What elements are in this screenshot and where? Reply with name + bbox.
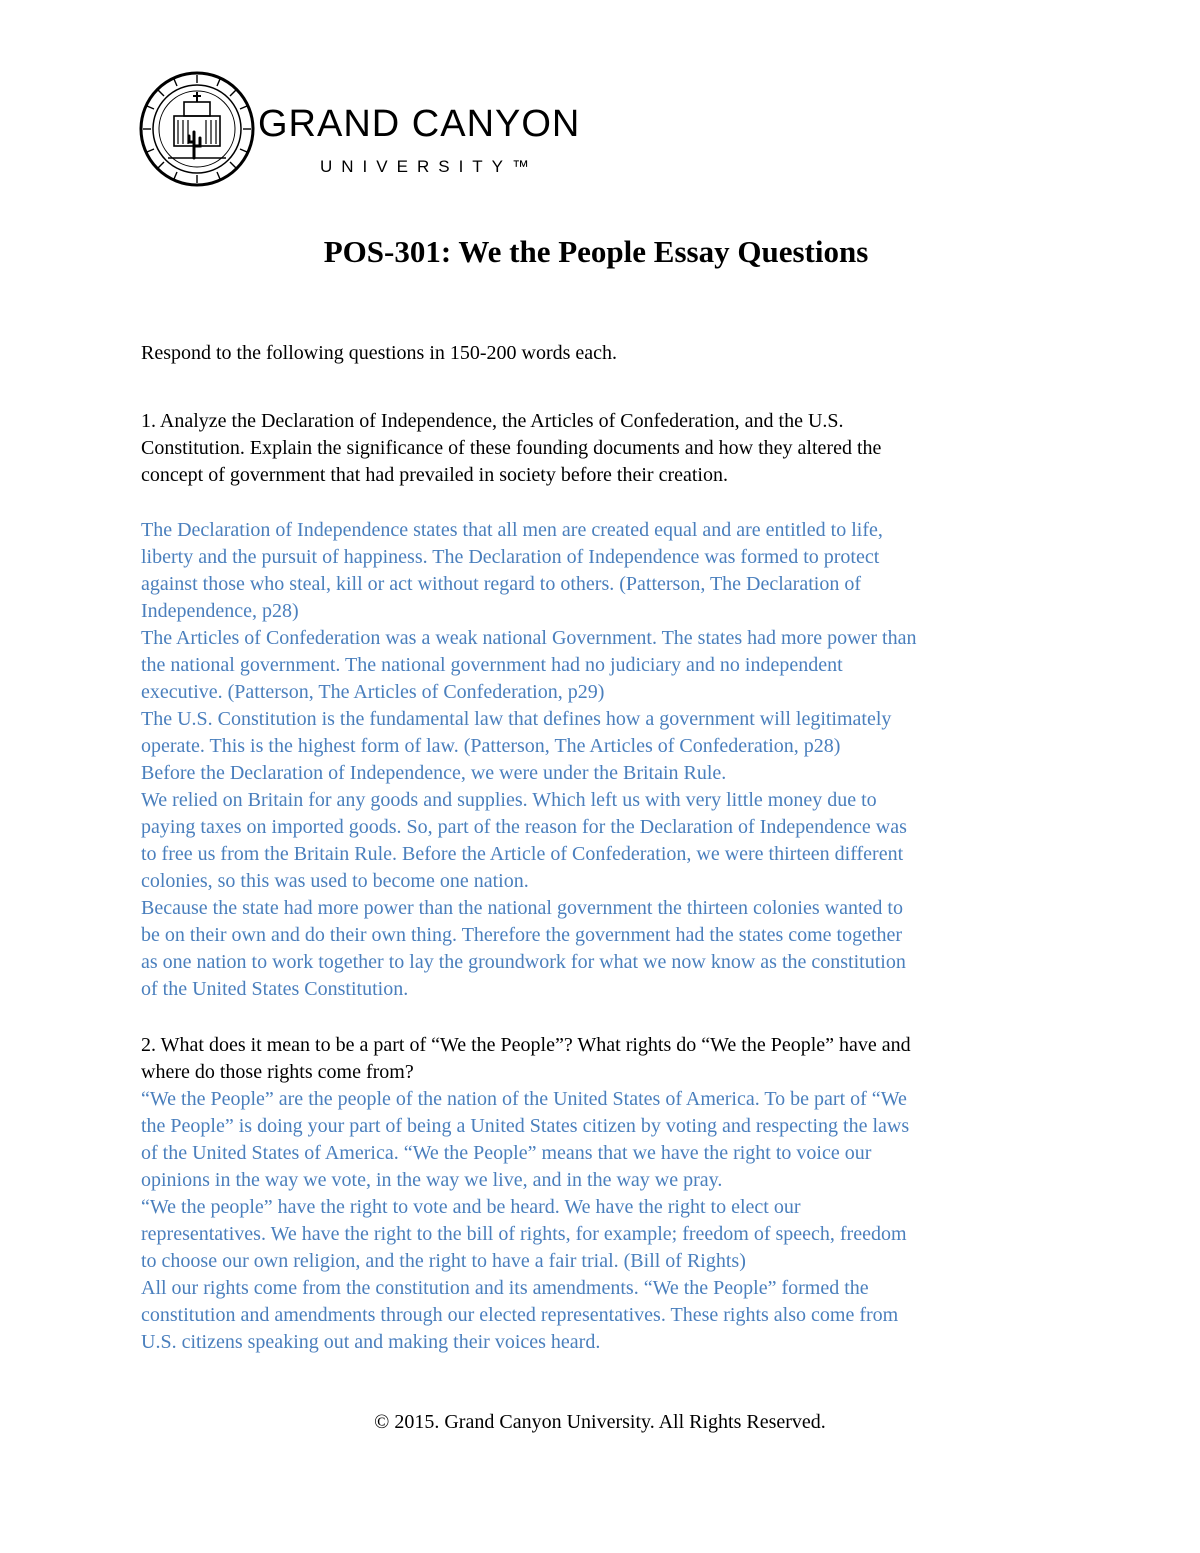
instructions-text: Respond to the following questions in 150-200 words each. bbox=[141, 342, 618, 364]
answer-2-line: to choose our own religion, and the right to have a fair trial. (Bill of Rights) bbox=[141, 1250, 746, 1272]
answer-2-line: constitution and amendments through our elected representatives. These rights also come from bbox=[141, 1304, 899, 1326]
answer-1-line: as one nation to work together to lay the groundwork for what we now know as the constitution bbox=[141, 951, 906, 973]
answer-1-line: of the United States Constitution. bbox=[141, 978, 409, 1000]
answer-2-line: the People” is doing your part of being a United States citizen by voting and respecting the laws bbox=[141, 1115, 910, 1137]
university-seal-icon bbox=[138, 70, 256, 188]
answer-1 bbox=[141, 517, 1061, 1003]
answer-2-line: opinions in the way we vote, in the way we live, and in the way we pray. bbox=[141, 1169, 723, 1191]
question-2-line: 2. What does it mean to be a part of “We the People”? What rights do “We the People” have and bbox=[141, 1034, 911, 1056]
answer-2-line: “We the People” are the people of the nation of the United States of America. To be part of “We bbox=[141, 1088, 907, 1110]
question-1 bbox=[141, 408, 1061, 489]
answer-2 bbox=[141, 1086, 1061, 1356]
wordmark-top: GRAND CANYON bbox=[258, 106, 581, 145]
answer-1-line: The Articles of Confederation was a weak national Government. The states had more power than bbox=[141, 627, 917, 649]
university-wordmark bbox=[256, 106, 616, 176]
answer-1-line: colonies, so this was used to become one nation. bbox=[141, 870, 529, 892]
copyright-footer: © 2015. Grand Canyon University. All Rights Reserved. bbox=[374, 1411, 826, 1433]
answer-1-line: operate. This is the highest form of law. (Patterson, The Articles of Confederation, p28) bbox=[141, 735, 841, 757]
answer-1-line: paying taxes on imported goods. So, part of the reason for the Declaration of Independence was bbox=[141, 816, 907, 838]
answer-1-line: The Declaration of Independence states that all men are created equal and are entitled to life, bbox=[141, 519, 883, 541]
answer-2-line: All our rights come from the constitution and its amendments. “We the People” formed the bbox=[141, 1277, 869, 1299]
answer-1-line: be on their own and do their own thing. Therefore the government had the states come together bbox=[141, 924, 903, 946]
answer-1-line: Before the Declaration of Independence, we were under the Britain Rule. bbox=[141, 762, 727, 784]
answer-1-line: the national government. The national government had no judiciary and no independent bbox=[141, 654, 843, 676]
answer-1-line: The U.S. Constitution is the fundamental law that defines how a government will legitimately bbox=[141, 708, 892, 730]
answer-2-line: “We the people” have the right to vote and be heard. We have the right to elect our bbox=[141, 1196, 801, 1218]
answer-1-line: executive. (Patterson, The Articles of Confederation, p29) bbox=[141, 681, 605, 703]
answer-1-line: to free us from the Britain Rule. Before the Article of Confederation, we were thirteen different bbox=[141, 843, 904, 865]
question-1-line: Constitution. Explain the significance of these founding documents and how they altered the bbox=[141, 437, 882, 459]
answer-2-line: of the United States of America. “We the People” means that we have the right to voice our bbox=[141, 1142, 872, 1164]
page-title: POS-301: We the People Essay Questions bbox=[323, 234, 869, 269]
answer-2-line: U.S. citizens speaking out and making their voices heard. bbox=[141, 1331, 601, 1353]
answer-2-line: representatives. We have the right to the bill of rights, for example; freedom of speech, freedom bbox=[141, 1223, 907, 1245]
answer-1-line: against those who steal, kill or act without regard to others. (Patterson, The Declaration of bbox=[141, 573, 861, 595]
answer-1-line: liberty and the pursuit of happiness. The Declaration of Independence was formed to protect bbox=[141, 546, 880, 568]
question-1-line: concept of government that had prevailed in society before their creation. bbox=[141, 464, 728, 486]
question-2 bbox=[141, 1032, 1061, 1086]
answer-1-line: Because the state had more power than the national government the thirteen colonies wanted to bbox=[141, 897, 903, 919]
wordmark-bottom: UNIVERSITY™ bbox=[320, 157, 539, 176]
university-logo bbox=[138, 70, 618, 190]
answer-1-line: We relied on Britain for any goods and supplies. Which left us with very little money due to bbox=[141, 789, 877, 811]
answer-1-line: Independence, p28) bbox=[141, 600, 299, 622]
question-2-line: where do those rights come from? bbox=[141, 1061, 414, 1083]
question-1-line: 1. Analyze the Declaration of Independence, the Articles of Confederation, and the U.S. bbox=[141, 410, 844, 432]
